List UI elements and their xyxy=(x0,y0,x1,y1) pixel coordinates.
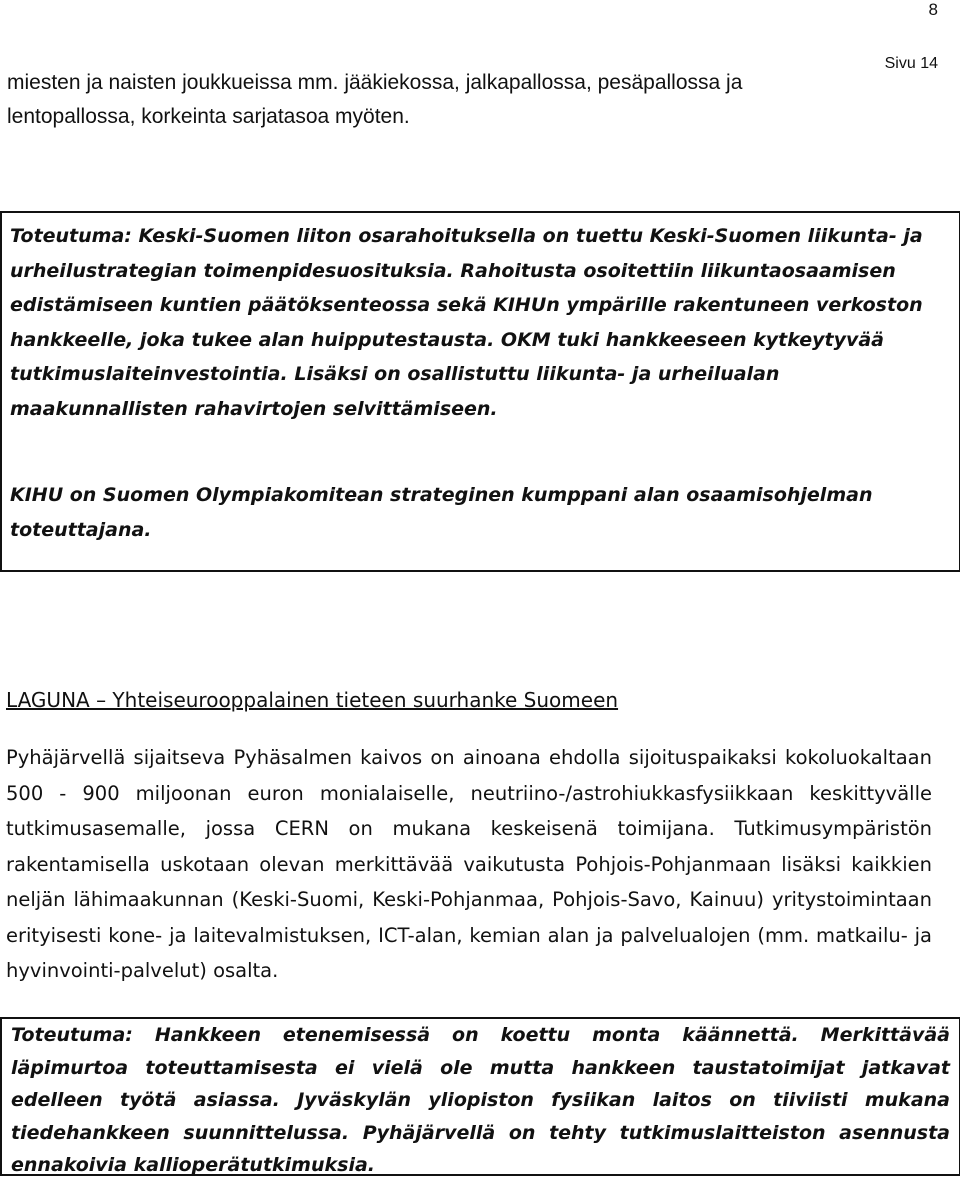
outcome-box-1-paragraph-1: Toteutuma: Keski-Suomen liiton osarahoituksella on tuettu Keski-Suomen liikunta- ja urheilustrategian toimenpidesuosituksia. Rahoitusta osoitettiin liikuntaosaamisen edistämiseen kuntien päätöksenteossa sekä KIHUn ympärille rakentuneen verkoston hankkeelle, joka tukee alan huipputestausta. OKM tuki hankkeeseen kytkeytyvää tutkimuslaiteinvestointia. Lisäksi on osallistuttu liikunta- ja urheilualan maakunnallisten rahavirtojen selvittämiseen. xyxy=(10,225,923,420)
outcome-box-2 xyxy=(0,1017,960,1176)
section-heading: LAGUNA – Yhteiseurooppalainen tieteen suurhanke Suomeen xyxy=(6,688,619,712)
page-label: Sivu 14 xyxy=(884,55,938,72)
outcome-box-1-paragraph-2: KIHU on Suomen Olympiakomitean strateginen kumppani alan osaamisohjelman toteuttajana. xyxy=(10,484,873,541)
intro-paragraph: miesten ja naisten joukkueissa mm. jääkiekossa, jalkapallossa, pesäpallossa ja lentopallossa, korkeinta sarjatasoa myöten. xyxy=(7,71,743,128)
outcome-box-2-paragraph: Toteutuma: Hankkeen etenemisessä on koettu monta käännettä. Merkittävää läpimurtoa toteuttamisesta ei vielä ole mutta hankkeen taustatoimijat jatkavat edelleen työtä asiassa. Jyväskylän yliopiston fysiikan laitos on tiiviisti mukana tiedehankkeen suunnittelussa. Pyhäjärvellä on tehty tutkimuslaitteiston asennusta ennakoivia kallioperätutkimuksia. xyxy=(11,1024,950,1176)
section-body-paragraph: Pyhäjärvellä sijaitseva Pyhäsalmen kaivos on ainoana ehdolla sijoituspaikaksi kokoluokaltaan 500 - 900 miljoonan euron monialaiselle, neutriino-/astrohiukkasfysiikkaan keskittyvälle tutkimusasemalle, jossa CERN on mukana keskeisenä toimijana. Tutkimusympäristön rakentamisella uskotaan olevan merkittävää vaikutusta Pohjois-Pohjanmaan lisäksi kaikkien neljän lähimaakunnan (Keski-Suomi, Keski-Pohjanmaa, Pohjois-Savo, Kainuu) yritystoimintaan erityisesti kone- ja laitevalmistuksen, ICT-alan, kemian alan ja palvelualojen (mm. matkailu- ja hyvinvointi-palvelut) osalta. xyxy=(6,746,932,982)
page-number: 8 xyxy=(928,0,938,19)
outcome-box-1 xyxy=(0,211,960,572)
